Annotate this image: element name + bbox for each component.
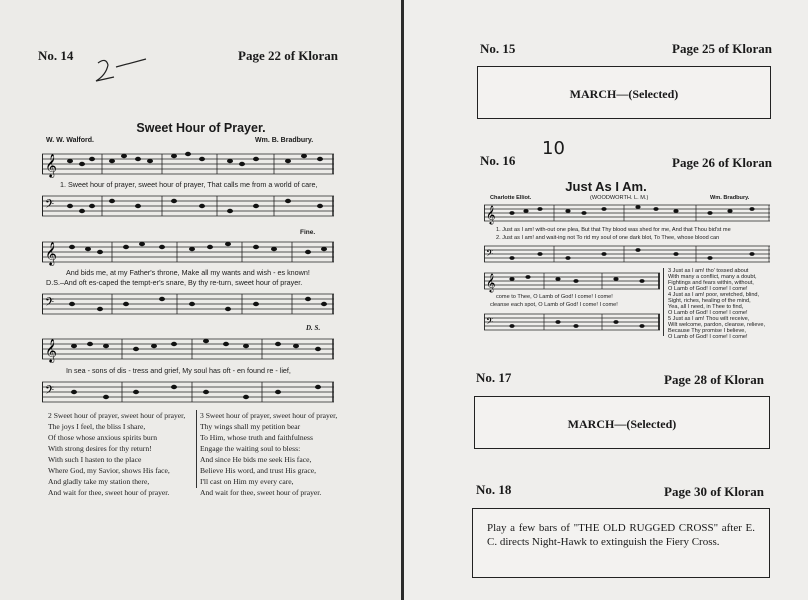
lyric-line-3: D.S.–And oft es-caped the tempt-er's snare, By thy re-turn, sweet hour of prayer. (46, 278, 303, 287)
svg-text:𝄞: 𝄞 (45, 241, 57, 265)
staff-treble-3 (42, 333, 334, 365)
staff-bass-1 (42, 190, 334, 222)
hymn2-staff-treble-2 (484, 268, 660, 294)
svg-text:𝄢: 𝄢 (45, 198, 55, 214)
hymn2-title: Just As I Am. (565, 179, 647, 194)
svg-text:𝄞: 𝄞 (486, 205, 496, 224)
item-number-14: No. 14 (38, 48, 74, 63)
staff-treble-1 (42, 148, 334, 180)
march-box-17 (474, 396, 770, 449)
item-number-17: No. 17 (476, 370, 512, 385)
verse-3: 3 Sweet hour of prayer, sweet hour of prayer, Thy wings shall my petition bear To Him, whose truth and faithfulness Engage the waiting soul to bless: And since He bids me seek His face, Believe His word, and trust His grace, I'll cast on Him my every care, And wait for thee, sweet hour of prayer. (200, 411, 338, 497)
hymn2-lyric-line-2: 2. Just as I am! and wait-ing not To rid my soul of one dark blot, To Thee, whose blood can (496, 235, 720, 241)
instruction-text-18: Play a few bars of "THE OLD RUGGED CROSS" after E. C. directs Night-Hawk to extinguish the Fiery Cross. (487, 522, 755, 548)
lyric-line-2: And bids me, at my Father's throne, Make all my wants and wish - es known! (66, 268, 310, 277)
lyric-line-4: In sea - sons of dis - tress and grief, My soul has oft - en found re - lief, (66, 366, 291, 375)
hymn2-lyric-line-1: 1. Just as I am! with-out one plea, But that Thy blood was shed for me, And that Thou bid'st me (496, 227, 731, 233)
svg-text:𝄞: 𝄞 (45, 338, 57, 362)
hymn2-staff-bass-2 (484, 309, 660, 335)
hymn2-verse-5: 5 Just as I am! Thou wilt receive, Wilt welcome, pardon, cleanse, relieve, Because Thy promise I believe, O Lamb of God! I come! I come! (668, 316, 766, 341)
hymn2-staff-treble-1 (484, 200, 770, 226)
left-page (0, 0, 402, 600)
hymn2-verse-divider (663, 268, 664, 336)
hymn2-lyric-line-4: cleanse each spot, O Lamb of God! I come! I come! (490, 302, 618, 308)
hymn2-tune: (WOODWORTH. L. M.) (590, 195, 649, 201)
staff-treble-2 (42, 236, 334, 268)
hymn2-verse-4: 4 Just as I am! poor, wretched, blind, Sight, riches, healing of the mind, Yea, all I need, in Thee to find, O Lamb of God! I come! I come! (668, 292, 760, 317)
page-ref-22: Page 22 of Kloran (238, 48, 339, 63)
ds-marking: D. S. (306, 324, 321, 332)
page-ref-30: Page 30 of Kloran (664, 484, 765, 499)
svg-text:𝄢: 𝄢 (45, 296, 55, 312)
march-box-15 (477, 66, 771, 119)
page-ref-25: Page 25 of Kloran (672, 41, 773, 56)
verse-divider (196, 410, 197, 488)
page-ref-28: Page 28 of Kloran (664, 372, 765, 387)
instruction-box-18 (472, 508, 770, 578)
staff-bass-2 (42, 288, 334, 320)
lyric-line-1: 1. Sweet hour of prayer, sweet hour of prayer, That calls me from a world of care, (60, 180, 318, 189)
hymn2-lyric-line-3: come to Thee, O Lamb of God! I come! I come! (496, 294, 613, 300)
hymn2-lyricist: Charlotte Elliot. (490, 195, 532, 201)
item-number-15: No. 15 (480, 41, 516, 56)
handwritten-mark-2 (92, 55, 152, 85)
march-text-15: MARCH—(Selected) (569, 87, 679, 101)
fine-marking: Fine. (300, 229, 316, 236)
page-ref-26: Page 26 of Kloran (672, 155, 773, 170)
svg-text:𝄞: 𝄞 (45, 153, 57, 177)
item-number-16: No. 16 (480, 153, 516, 168)
svg-text:𝄢: 𝄢 (45, 384, 55, 400)
svg-text:𝄢: 𝄢 (486, 316, 494, 329)
right-page (404, 0, 808, 600)
handwritten-mark-10: 10 (542, 138, 565, 159)
hymn-composer: Wm. B. Bradbury. (255, 137, 314, 144)
staff-bass-3 (42, 376, 334, 408)
svg-text:𝄢: 𝄢 (486, 248, 494, 261)
hymn-title: Sweet Hour of Prayer. (136, 121, 266, 135)
verse-2: 2 Sweet hour of prayer, sweet hour of prayer, The joys I feel, the bliss I share, Of those whose anxious spirits burn With strong desires for thy return! With such I hasten to the place Where God, my Savior, shows His face, And gladly take my station there, And wait for thee, sweet hour of prayer. (48, 411, 186, 497)
hymn2-staff-bass-1 (484, 241, 770, 267)
march-text-17: MARCH—(Selected) (567, 417, 677, 431)
hymn-lyricist: W. W. Walford. (46, 137, 94, 144)
svg-text:𝄞: 𝄞 (486, 273, 496, 292)
hymn2-verse-3: 3 Just as I am! tho' tossed about With many a conflict, many a doubt, Fightings and fears within, without, O Lamb of God! I come! I come! (668, 268, 757, 293)
hymn2-composer: Wm. Bradbury. (710, 195, 750, 201)
item-number-18: No. 18 (476, 482, 512, 497)
